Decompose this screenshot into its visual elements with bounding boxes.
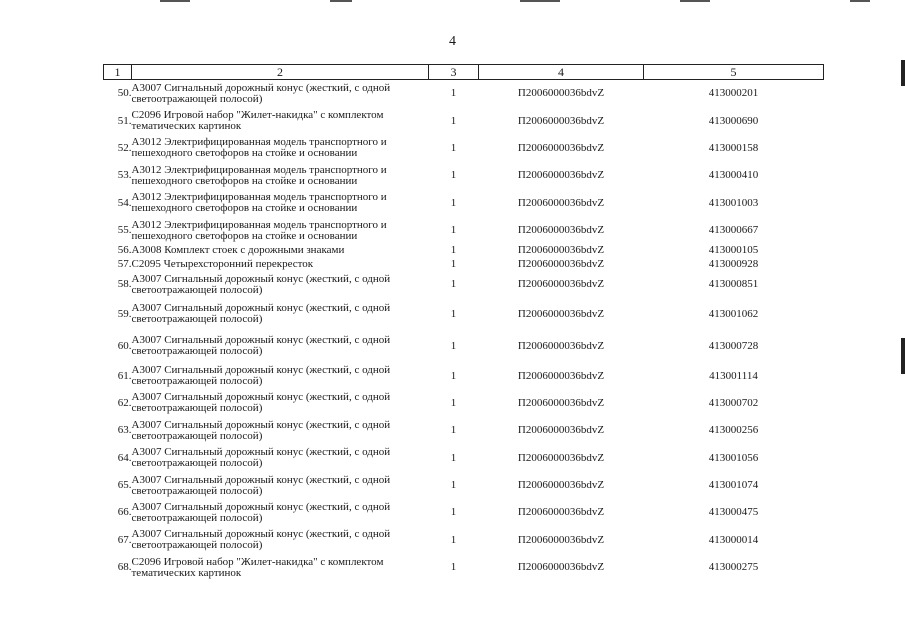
item-quantity: 1 <box>450 257 457 270</box>
inventory-number: 413000851 <box>708 278 759 291</box>
inventory-number: 413000201 <box>708 87 759 100</box>
item-quantity: 1 <box>450 424 457 437</box>
item-name: А3007 Сигнальный дорожный конус (жесткий, с одной светоотражающей полосой) <box>131 473 391 497</box>
col-header-code: 4 <box>479 65 644 80</box>
item-quantity: 1 <box>450 196 457 209</box>
inventory-number: 413000014 <box>708 533 759 546</box>
table-row <box>104 244 824 257</box>
item-name: А3007 Сигнальный дорожный конус (жесткий, с одной светоотражающей полосой) <box>131 302 391 326</box>
item-name: С2095 Четырехсторонний перекресток <box>131 257 314 270</box>
item-code: П2006000036bdvZ <box>517 533 605 546</box>
item-code: П2006000036bdvZ <box>517 506 605 519</box>
row-number: 66. <box>117 506 132 519</box>
row-number: 54. <box>117 196 132 209</box>
item-code: П2006000036bdvZ <box>517 169 605 182</box>
table-row <box>104 527 824 554</box>
table-row <box>104 330 824 362</box>
table-row <box>104 258 824 271</box>
table-row <box>104 472 824 499</box>
item-code: П2006000036bdvZ <box>517 424 605 437</box>
row-number: 62. <box>117 396 132 409</box>
table-header <box>104 65 824 80</box>
row-number: 58. <box>117 278 132 291</box>
inventory-number: 413000728 <box>708 339 759 352</box>
inventory-number: 413000928 <box>708 257 759 270</box>
scan-right-edge-mark <box>901 60 905 86</box>
item-name: А3007 Сигнальный дорожный конус (жесткий, с одной светоотражающей полосой) <box>131 364 391 388</box>
inventory-number: 413000275 <box>708 561 759 574</box>
inventory-number: 413000475 <box>708 506 759 519</box>
item-quantity: 1 <box>450 506 457 519</box>
item-quantity: 1 <box>450 114 457 127</box>
inventory-number: 413000158 <box>708 141 759 154</box>
inventory-table <box>103 64 824 581</box>
item-name: А3007 Сигнальный дорожный конус (жесткий, с одной светоотражающей полосой) <box>131 272 391 296</box>
table-row <box>104 190 824 217</box>
row-number: 67. <box>117 533 132 546</box>
item-quantity: 1 <box>450 244 457 257</box>
row-number: 55. <box>117 224 132 237</box>
row-number: 52. <box>117 141 132 154</box>
item-name: А3007 Сигнальный дорожный конус (жесткий, с одной светоотражающей полосой) <box>131 500 391 524</box>
item-name: А3012 Электрифицированная модель транспортного и пешеходного светофоров на стойке и основании <box>131 191 387 215</box>
row-number: 57. <box>117 257 132 270</box>
item-quantity: 1 <box>450 396 457 409</box>
table-row <box>104 417 824 444</box>
table-row <box>104 271 824 298</box>
item-quantity: 1 <box>450 369 457 382</box>
header-row <box>104 65 824 80</box>
item-code: П2006000036bdvZ <box>517 196 605 209</box>
col-header-number: 1 <box>104 65 132 80</box>
col-header-inventory-number: 5 <box>644 65 824 80</box>
col-header-name: 2 <box>132 65 429 80</box>
row-number: 64. <box>117 451 132 464</box>
table-row <box>104 554 824 581</box>
inventory-number: 413000667 <box>708 224 759 237</box>
table-row <box>104 362 824 389</box>
col-header-quantity: 3 <box>429 65 479 80</box>
table-row <box>104 80 824 108</box>
table-row <box>104 390 824 417</box>
item-quantity: 1 <box>450 87 457 100</box>
inventory-number: 413001074 <box>708 479 759 492</box>
table-row <box>104 162 824 189</box>
row-number: 60. <box>117 339 132 352</box>
item-name: А3007 Сигнальный дорожный конус (жесткий, с одной светоотражающей полосой) <box>131 81 391 105</box>
item-quantity: 1 <box>450 561 457 574</box>
item-code: П2006000036bdvZ <box>517 244 605 257</box>
item-quantity: 1 <box>450 278 457 291</box>
item-name: С2096 Игровой набор "Жилет-накидка" с комплектом тематических картинок <box>131 555 384 579</box>
item-code: П2006000036bdvZ <box>517 451 605 464</box>
item-quantity: 1 <box>450 169 457 182</box>
item-code: П2006000036bdvZ <box>517 141 605 154</box>
item-name: А3012 Электрифицированная модель транспортного и пешеходного светофоров на стойке и основании <box>131 163 387 187</box>
item-name: А3007 Сигнальный дорожный конус (жесткий, с одной светоотражающей полосой) <box>131 446 391 470</box>
item-code: П2006000036bdvZ <box>517 87 605 100</box>
scan-right-edge-mark <box>901 338 905 374</box>
item-code: П2006000036bdvZ <box>517 278 605 291</box>
item-code: П2006000036bdvZ <box>517 257 605 270</box>
table-row <box>104 445 824 472</box>
row-number: 65. <box>117 479 132 492</box>
item-code: П2006000036bdvZ <box>517 307 605 320</box>
item-code: П2006000036bdvZ <box>517 114 605 127</box>
row-number: 51. <box>117 114 132 127</box>
table-body <box>104 80 824 582</box>
row-number: 59. <box>117 307 132 320</box>
item-name: А3007 Сигнальный дорожный конус (жесткий, с одной светоотражающей полосой) <box>131 391 391 415</box>
row-number: 53. <box>117 169 132 182</box>
row-number: 63. <box>117 424 132 437</box>
inventory-number: 413000410 <box>708 169 759 182</box>
item-code: П2006000036bdvZ <box>517 561 605 574</box>
inventory-number: 413000105 <box>708 244 759 257</box>
inventory-number: 413000690 <box>708 114 759 127</box>
row-number: 61. <box>117 369 132 382</box>
table-row <box>104 298 824 330</box>
row-number: 68. <box>117 561 132 574</box>
item-name: А3007 Сигнальный дорожный конус (жесткий, с одной светоотражающей полосой) <box>131 334 391 358</box>
item-quantity: 1 <box>450 451 457 464</box>
item-name: С2096 Игровой набор "Жилет-накидка" с комплектом тематических картинок <box>131 109 384 133</box>
item-code: П2006000036bdvZ <box>517 479 605 492</box>
table-row <box>104 499 824 526</box>
table-row <box>104 217 824 244</box>
item-quantity: 1 <box>450 479 457 492</box>
inventory-number: 413001003 <box>708 196 759 209</box>
row-number: 50. <box>117 87 132 100</box>
item-quantity: 1 <box>450 307 457 320</box>
inventory-number: 413001062 <box>708 307 759 320</box>
item-quantity: 1 <box>450 533 457 546</box>
item-name: А3012 Электрифицированная модель транспортного и пешеходного светофоров на стойке и основании <box>131 218 387 242</box>
item-name: А3007 Сигнальный дорожный конус (жесткий, с одной светоотражающей полосой) <box>131 418 391 442</box>
item-code: П2006000036bdvZ <box>517 396 605 409</box>
item-quantity: 1 <box>450 141 457 154</box>
page-number: 4 <box>449 34 456 49</box>
item-code: П2006000036bdvZ <box>517 339 605 352</box>
item-name: А3008 Комплект стоек с дорожными знаками <box>131 244 345 257</box>
inventory-number: 413000256 <box>708 424 759 437</box>
item-code: П2006000036bdvZ <box>517 369 605 382</box>
item-name: А3007 Сигнальный дорожный конус (жесткий, с одной светоотражающей полосой) <box>131 528 391 552</box>
inventory-number: 413001114 <box>709 369 758 382</box>
item-code: П2006000036bdvZ <box>517 224 605 237</box>
table-row <box>104 107 824 134</box>
inventory-number: 413000702 <box>708 396 759 409</box>
inventory-number: 413001056 <box>708 451 759 464</box>
item-name: А3012 Электрифицированная модель транспортного и пешеходного светофоров на стойке и основании <box>131 136 387 160</box>
table-row <box>104 135 824 162</box>
row-number: 56. <box>117 244 132 257</box>
item-quantity: 1 <box>450 224 457 237</box>
item-quantity: 1 <box>450 339 457 352</box>
